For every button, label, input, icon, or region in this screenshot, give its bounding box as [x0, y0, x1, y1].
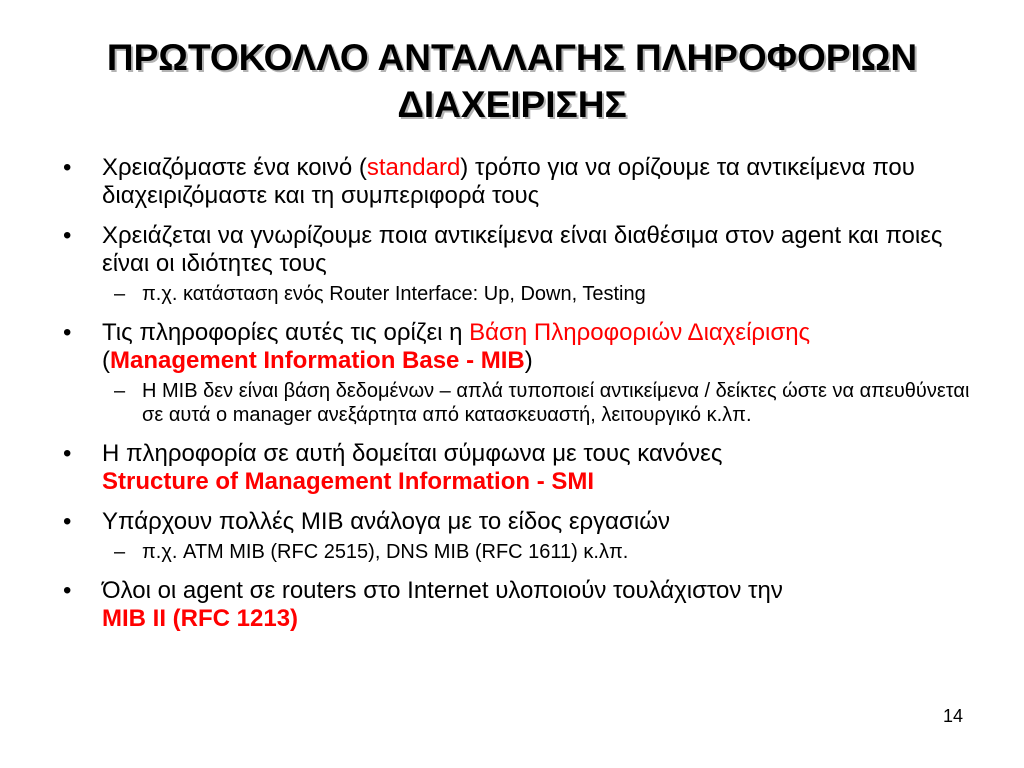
sub-bullet-item [60, 379, 980, 427]
bullet-item [60, 440, 980, 496]
bullet-item [60, 319, 980, 375]
sub-bullet-marker: – [114, 380, 126, 402]
bullet-item [60, 154, 980, 210]
bullet-text: ( [102, 347, 110, 374]
highlight-text: Βάση Πληροφοριών Διαχείρισης [469, 319, 811, 346]
bullet-marker: • [63, 222, 72, 249]
bullet-marker: • [63, 154, 72, 181]
sub-bullet-marker: – [114, 283, 126, 305]
bullet-marker: • [63, 440, 72, 467]
highlight-text-bold: Management Information Base - MIB [110, 347, 525, 374]
slide-title-line-1: ΠΡΩΤΟΚΟΛΛΟ ΑΝΤΑΛΛΑΓΗΣ ΠΛΗΡΟΦΟΡΙΩΝ [106, 37, 918, 78]
bullet-text: Χρειάζεται να γνωρίζουμε ποια αντικείμενα είναι διαθέσιμα στον agent και ποιες είναι οι ιδιότητες τους [102, 222, 943, 277]
bullet-text: ) τρόπο για να ορίζουμε τα αντικείμενα που διαχειριζόμαστε και τη συμπεριφορά τους [102, 154, 915, 209]
bullet-text: Χρειαζόμαστε ένα κοινό ( [102, 154, 367, 181]
sub-bullet-marker: – [114, 541, 126, 563]
bullet-text: Υπάρχουν πολλές MIB ανάλογα με το είδος εργασιών [102, 508, 670, 535]
sub-bullet-text: π.χ. κατάσταση ενός Router Interface: Up, Down, Testing [142, 283, 646, 305]
sub-bullet-item [60, 540, 980, 564]
bullet-marker: • [63, 508, 72, 535]
sub-bullet-item [60, 282, 980, 306]
bullet-text: ) [524, 347, 533, 374]
highlight-text: standard [366, 154, 461, 181]
bullet-marker: • [63, 319, 72, 346]
page-number: 14 [942, 706, 963, 726]
bullet-item [60, 508, 980, 536]
bullet-item [60, 577, 980, 633]
bullet-text: Όλοι οι agent σε routers στο Internet υλοποιούν τουλάχιστον την [102, 577, 783, 604]
sub-bullet-text: Η MIB δεν είναι βάση δεδομένων – απλά τυποποιεί αντικείμενα / δείκτες ώστε να απευθύνεται σε αυτά ο manager ανεξάρτητα από κατασκευαστή, λειτουργικό κ.λπ. [142, 380, 970, 426]
sub-bullet-text: π.χ. ATM MIB (RFC 2515), DNS MIB (RFC 1611) κ.λπ. [142, 541, 629, 563]
highlight-text-bold: MIB II (RFC 1213) [102, 605, 299, 632]
bullet-list [60, 154, 980, 645]
bullet-item [60, 222, 980, 278]
slide-title-line-2: ΔΙΑΧΕΙΡΙΣΗΣ [397, 84, 627, 125]
bullet-text: Η πληροφορία σε αυτή δομείται σύμφωνα με τους κανόνες [102, 440, 723, 467]
slide-title [40, 34, 984, 128]
bullet-text: Τις πληροφορίες αυτές τις ορίζει η [102, 319, 470, 346]
highlight-text-bold: Structure of Management Information - SMI [102, 468, 595, 495]
bullet-marker: • [63, 577, 72, 604]
